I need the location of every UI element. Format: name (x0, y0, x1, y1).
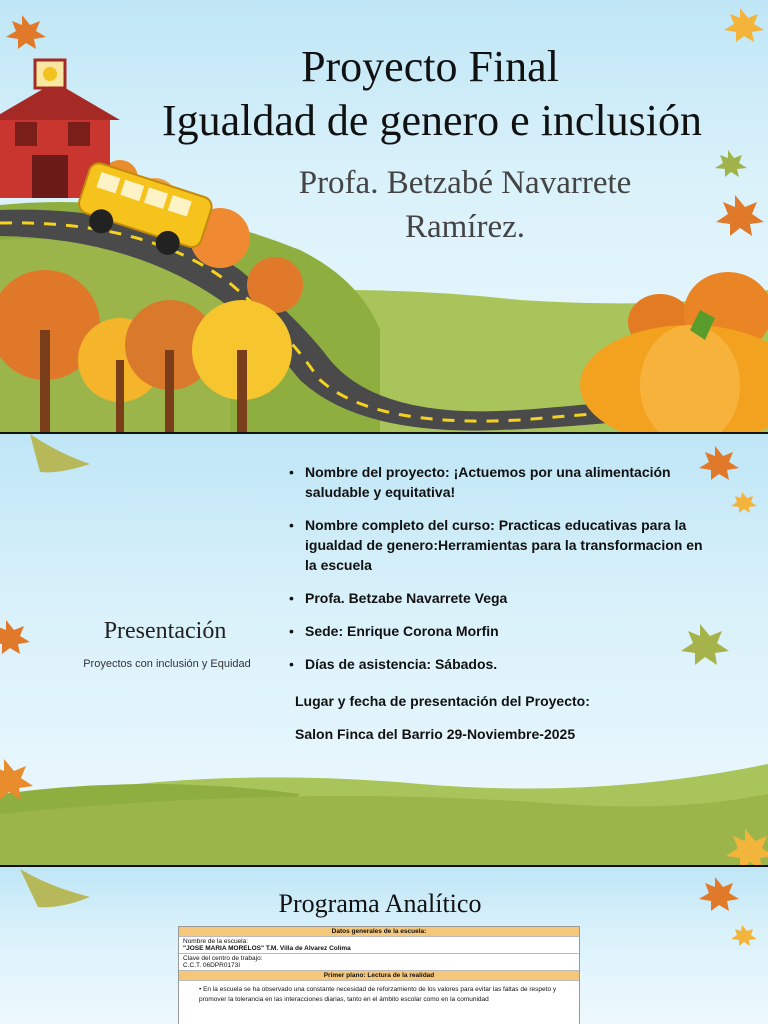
leaf-top-left (30, 434, 90, 472)
slide-title-line-2: Igualdad de genero e inclusión (161, 96, 703, 145)
maple-leaf-top-left (6, 15, 46, 49)
presentation-place-label: Lugar y fecha de presentación del Proyecto: (295, 693, 590, 709)
section-subtitle: Proyectos con inclusión y Equidad (83, 658, 251, 670)
reality-paragraph: • En la escuela se ha observado una constante necesidad de reforzamiento de los valores para evitar las faltas de respeto y promover la tolerancia en las interacciones diarias, tanto en el ámbito escolar como en la comunidad (199, 986, 557, 1003)
table-header: Datos generales de la escuela: (179, 927, 579, 937)
cct-value: C.C.T. 06DPR0173I (183, 962, 241, 969)
list-item: • Nombre completo del curso: Practicas educativas para la igualdad de genero:Herramientas para la transformacion en la escuela (287, 515, 707, 575)
cct-label: Clave del centro de trabajo: (183, 955, 263, 962)
project-details-list (287, 462, 707, 687)
school-data-table (178, 926, 580, 1024)
table-row (179, 937, 579, 954)
school-name-value: "JOSE MARIA MORELOS" T.M. Villa de Alvarez Colima (183, 945, 351, 952)
subtitle-line-1: Profa. Betzabé Navarrete (298, 165, 632, 201)
maple-leaf-right-2 (716, 195, 764, 236)
school-name-label: Nombre de la escuela: (183, 938, 249, 945)
reality-text: En la escuela se ha observado una constante necesidad de reforzamiento de los valores para evitar las faltas de respeto y promover la tolerancia en las interacciones diarias, tanto en el ámbito escolar como en la comunidad (199, 986, 557, 1003)
maple-leaf-right-1 (715, 150, 747, 177)
list-item: • Profa. Betzabe Navarrete Vega (287, 588, 707, 608)
analytic-program-slide (0, 867, 768, 1024)
slide-title: Programa Analítico (278, 889, 482, 918)
section-title: Presentación (103, 618, 227, 644)
presentation-slide (0, 434, 768, 865)
maple-leaf-top-right (724, 8, 764, 42)
maple-leaf-left (0, 620, 30, 654)
subtitle-line-2: Ramírez. (404, 209, 526, 245)
slide-title-line-1: Proyecto Final (301, 42, 559, 91)
leaf-top-left (20, 869, 90, 907)
maple-leaf-small-right (731, 492, 757, 513)
list-item: • Sede: Enrique Corona Morfin (287, 621, 707, 641)
list-item: • Días de asistencia: Sábados. (287, 654, 707, 674)
pumpkins (580, 272, 768, 432)
title-slide (0, 0, 768, 432)
maple-leaf-top-right (699, 877, 739, 911)
table-row (179, 954, 579, 971)
section-header: Primer plano: Lectura de la realidad (179, 971, 579, 981)
list-item: • Nombre del proyecto: ¡Actuemos por una alimentación saludable y equitativa! (287, 462, 707, 502)
presentation-place-value: Salon Finca del Barrio 29-Noviembre-2025 (295, 726, 576, 742)
maple-leaf-small-right (731, 925, 757, 946)
